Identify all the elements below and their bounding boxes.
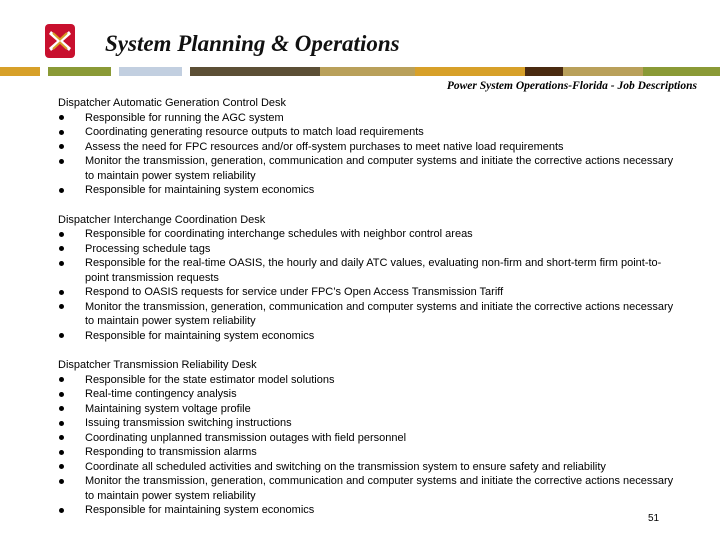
list-item-text: Responsible for coordinating interchange schedules with neighbor control areas	[85, 228, 473, 240]
bullet-icon	[59, 304, 64, 309]
list-item-text: Assess the need for FPC resources and/or off-system purchases to meet native load requirements	[85, 140, 564, 153]
list-item	[58, 329, 678, 344]
bullet-icon	[59, 421, 64, 426]
page-subtitle: Power System Operations-Florida - Job Descriptions	[446, 80, 697, 92]
color-band-segment	[48, 67, 111, 76]
bullet-icon	[59, 290, 64, 295]
bullet-list	[58, 373, 678, 518]
page-number: 51	[648, 513, 660, 524]
color-band-segment	[563, 67, 643, 76]
list-item	[58, 431, 678, 446]
bullet-icon	[59, 333, 64, 338]
list-item-text: Responding to transmission alarms	[85, 446, 257, 458]
list-item-text: Responsible for maintaining system economics	[85, 329, 315, 342]
bullet-icon	[59, 406, 64, 411]
list-item	[58, 416, 678, 431]
list-item	[58, 373, 678, 388]
bullet-icon	[59, 261, 64, 266]
bullet-icon	[59, 392, 64, 397]
list-item	[58, 300, 678, 329]
bullet-icon	[59, 232, 64, 237]
color-band-segment	[182, 67, 190, 76]
section-reliability-desk	[58, 358, 678, 518]
list-item	[58, 474, 678, 503]
color-band-segment	[190, 67, 320, 76]
section-title: Dispatcher Transmission Reliability Desk	[58, 359, 257, 371]
list-item-text: Monitor the transmission, generation, communication and computer systems and initiate the corrective actions necessary to maintain power system reliability	[85, 300, 674, 327]
list-item	[58, 503, 678, 518]
list-item-text: Responsible for running the AGC system	[85, 111, 284, 124]
list-item-text: Coordinating unplanned transmission outages with field personnel	[85, 431, 407, 444]
bullet-icon	[59, 435, 64, 440]
color-band-segment	[525, 67, 563, 76]
list-item-text: Coordinating generating resource outputs to match load requirements	[85, 126, 424, 138]
list-item-text: Responsible for the state estimator model solutions	[85, 373, 335, 386]
color-band-segment	[320, 67, 415, 76]
list-item	[58, 445, 678, 460]
color-band-segment	[40, 67, 48, 76]
bullet-icon	[59, 188, 64, 193]
bullet-icon	[59, 508, 64, 513]
list-item	[58, 111, 678, 126]
list-item	[58, 242, 678, 257]
list-item-text: Issuing transmission switching instructions	[85, 417, 292, 429]
color-band-segment	[415, 67, 525, 76]
color-band-segment	[119, 67, 182, 76]
list-item	[58, 125, 678, 140]
bullet-icon	[59, 130, 64, 135]
bullet-list	[58, 111, 678, 198]
section-interchange-desk	[58, 213, 678, 344]
page-title: System Planning & Operations	[105, 31, 400, 56]
list-item	[58, 460, 678, 475]
color-band-segment	[111, 67, 119, 76]
list-item-text: Real-time contingency analysis	[85, 388, 237, 400]
bullet-list	[58, 227, 678, 343]
bullet-icon	[59, 144, 64, 149]
list-item-text: Responsible for maintaining system economics	[85, 504, 315, 516]
bullet-icon	[59, 450, 64, 455]
list-item	[58, 256, 678, 285]
color-band	[0, 67, 720, 76]
list-item	[58, 140, 678, 155]
list-item-text: Monitor the transmission, generation, communication and computer systems and initiate the corrective actions necessary to maintain power system reliability	[85, 155, 674, 182]
list-item-text: Maintaining system voltage profile	[85, 402, 251, 415]
list-item	[58, 183, 678, 198]
list-item	[58, 402, 678, 417]
list-item-text: Responsible for maintaining system economics	[85, 184, 315, 196]
bullet-icon	[59, 115, 64, 120]
color-band-segment	[0, 67, 40, 76]
bullet-icon	[59, 479, 64, 484]
list-item-text: Processing schedule tags	[85, 242, 211, 255]
section-agc-desk	[58, 96, 678, 198]
list-item	[58, 387, 678, 402]
list-item	[58, 285, 678, 300]
job-descriptions	[58, 96, 678, 533]
bullet-icon	[59, 159, 64, 164]
list-item-text: Responsible for the real-time OASIS, the hourly and daily ATC values, evaluating non-firm and short-term firm point-to-point transmission requests	[85, 257, 662, 284]
bullet-icon	[59, 464, 64, 469]
list-item-text: Monitor the transmission, generation, communication and computer systems and initiate the corrective actions necessary to maintain power system reliability	[85, 475, 674, 502]
bullet-icon	[59, 377, 64, 382]
bullet-icon	[59, 246, 64, 251]
list-item-text: Coordinate all scheduled activities and switching on the transmission system to ensure safety and reliability	[85, 460, 606, 473]
list-item	[58, 154, 678, 183]
color-band-segment	[643, 67, 720, 76]
section-title: Dispatcher Interchange Coordination Desk	[58, 213, 266, 226]
list-item	[58, 227, 678, 242]
company-logo-icon	[45, 24, 75, 58]
list-item-text: Respond to OASIS requests for service under FPC’s Open Access Transmission Tariff	[85, 286, 504, 298]
section-title: Dispatcher Automatic Generation Control Desk	[58, 97, 287, 109]
